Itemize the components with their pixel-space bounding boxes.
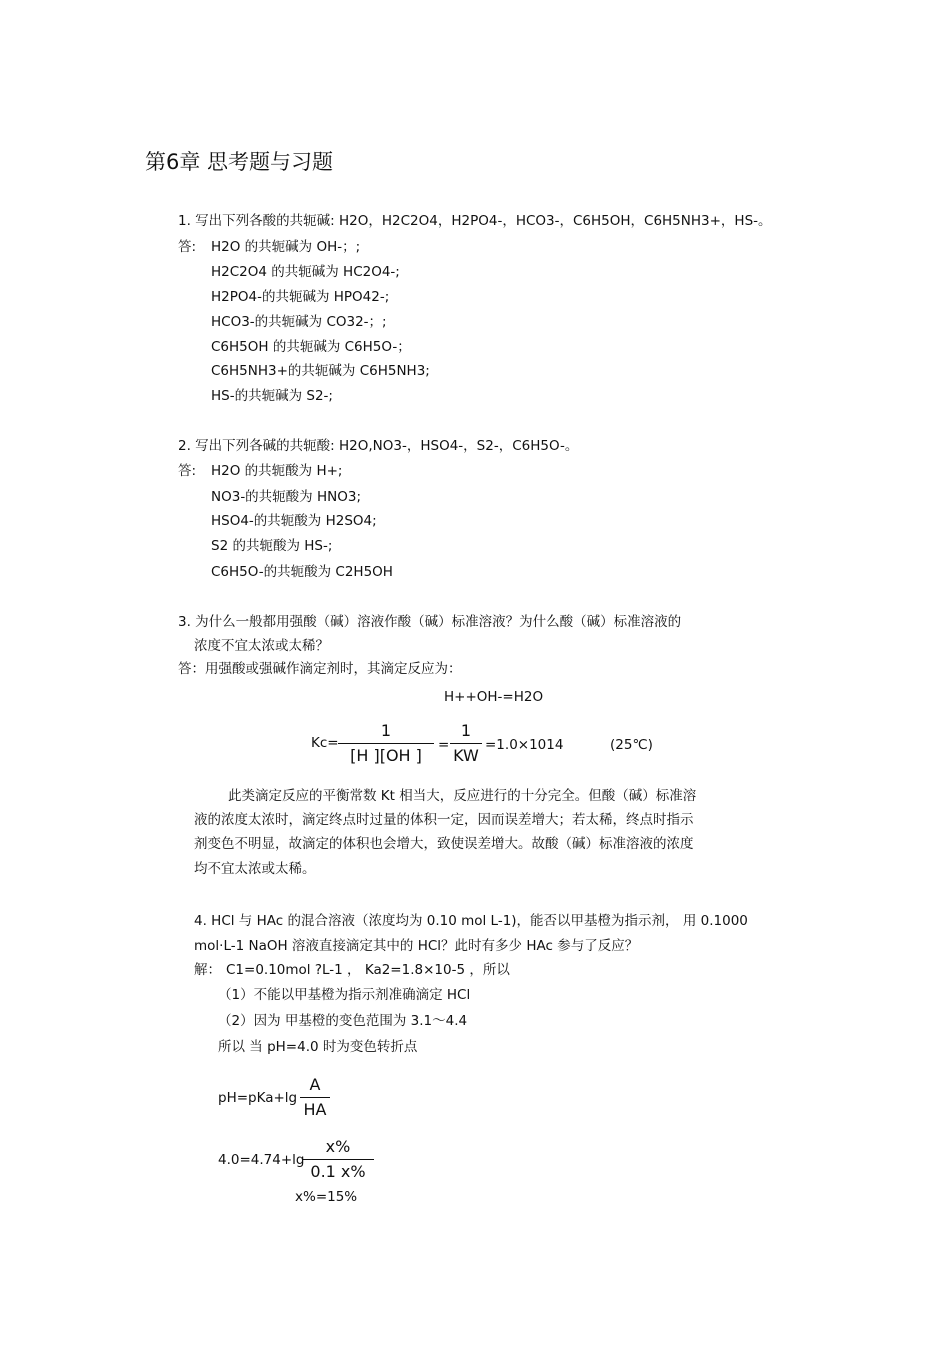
q4-eq2-lhs: 4.0=4.74+lg [218,1152,305,1168]
q4-step: 所以 当 pH=4.0 时为变色转折点 [218,1039,418,1055]
q4-eq2-fraction [302,1137,374,1182]
q3-fraction-2-numerator: 1 [460,721,472,740]
q2-answer-line: NO3-的共轭酸为 HNO3; [211,489,361,505]
q3-question-line: 浓度不宜太浓或太稀？ [194,638,329,654]
q3-result: =1.0×1014 [485,737,564,753]
q3-fraction-1-denominator: [H ][OH ] [350,746,422,765]
q3-fraction-1-numerator: 1 [380,721,392,740]
q4-step: （2）因为 甲基橙的变色范围为 3.1～4.4 [218,1013,468,1029]
q1-answer-line: C6H5NH3+的共轭碱为 C6H5NH3; [211,363,430,379]
q4-given: C1=0.10mol ?L-1 ， Ka2=1.8×10-5 ，所以 [226,962,510,978]
q4-eq1-fraction [300,1075,330,1120]
q3-fraction-2 [450,721,482,766]
q1-answer-line: H2C2O4 的共轭碱为 HC2O4-; [211,264,400,280]
q4-result: x%=15% [295,1189,358,1205]
q3-kc-label: Kc= [311,735,339,751]
q2-answer-line: H2O 的共轭酸为 H+; [211,463,343,479]
q4-eq2-denominator: 0.1 x% [310,1162,366,1181]
q1-answer-line: HCO3-的共轭碱为 CO32-；; [211,314,387,330]
q4-eq1-numerator: A [309,1075,321,1094]
q2-answer-label: 答: [178,463,197,479]
q2-answer-line: S2 的共轭酸为 HS-; [211,538,333,554]
q4-step: （1）不能以甲基橙为指示剂准确滴定 HCl [218,987,471,1003]
q3-paragraph-line: 剂变色不明显，故滴定的体积也会增大，致使误差增大。故酸（碱）标准溶液的浓度 [194,836,694,852]
q1-question: 1. 写出下列各酸的共轭碱: H2O，H2C2O4，H2PO4-，HCO3-，C6H5OH，C6H5NH3+，HS-。 [178,213,772,229]
fraction-bar [338,743,434,744]
fraction-bar [302,1159,374,1160]
q4-question-line: 4. HCl 与 HAc 的混合溶液（浓度均为 0.10 mol L-1)，能否以甲基橙为指示剂， 用 0.1000 [194,913,748,929]
fraction-bar [300,1097,330,1098]
q4-eq1-denominator: HA [303,1100,327,1119]
q1-answer-line: H2PO4-的共轭碱为 HPO42-; [211,289,390,305]
q2-question: 2. 写出下列各碱的共轭酸: H2O,NO3-，HSO4-，S2-，C6H5O-。 [178,438,579,454]
q3-paragraph-line: 此类滴定反应的平衡常数 Kt 相当大，反应进行的十分完全。但酸（碱）标准溶 [228,788,697,804]
q3-question-line: 3. 为什么一般都用强酸（碱）溶液作酸（碱）标准溶液？为什么酸（碱）标准溶液的 [178,614,682,630]
q3-fraction-2-denominator: KW [453,746,479,765]
q1-answer-line: H2O 的共轭碱为 OH-；; [211,239,361,255]
q1-answer-label: 答: [178,239,197,255]
q3-fraction-1 [338,721,434,766]
q4-eq2-numerator: x% [325,1137,351,1156]
q2-answer-line: C6H5O-的共轭酸为 C2H5OH [211,564,393,580]
chapter-title: 第6章 思考题与习题 [145,150,334,174]
q3-paragraph-line: 均不宜太浓或太稀。 [194,861,316,877]
q4-solution-label: 解： [194,962,221,978]
q4-eq1-lhs: pH=pKa+lg [218,1090,298,1106]
q1-answer-line: C6H5OH 的共轭碱为 C6H5O-； [211,339,411,355]
q2-answer-line: HSO4-的共轭酸为 H2SO4; [211,513,377,529]
fraction-bar [450,743,482,744]
q1-answer-line: HS-的共轭碱为 S2-; [211,388,333,404]
q3-answer: 答：用强酸或强碱作滴定剂时，其滴定反应为： [178,661,462,677]
q3-equals: = [438,737,450,753]
q3-temperature: (25℃) [610,737,653,753]
q3-reaction: H++OH-=H2O [444,689,544,705]
q3-paragraph-line: 液的浓度太浓时，滴定终点时过量的体积一定，因而误差增大；若太稀，终点时指示 [194,812,694,828]
q4-question-line: mol·L-1 NaOH 溶液直接滴定其中的 HCl？此时有多少 HAc 参与了反应？ [194,938,639,954]
